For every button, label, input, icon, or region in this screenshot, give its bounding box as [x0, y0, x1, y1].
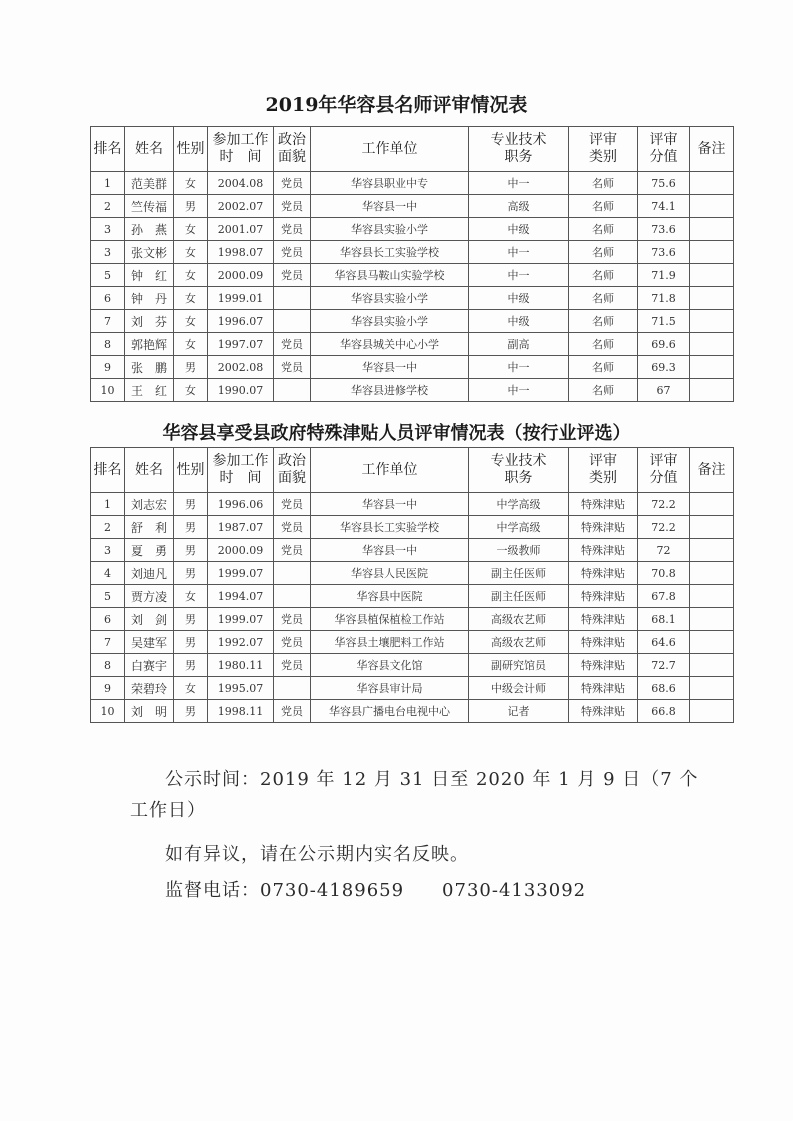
table-cell: 范美群 — [125, 172, 174, 195]
table-row — [91, 218, 734, 241]
table-cell: 男 — [174, 539, 208, 562]
table-cell: 华容县一中 — [311, 539, 469, 562]
table-cell — [690, 654, 734, 677]
table-cell: 党员 — [274, 172, 311, 195]
table-cell: 郭艳辉 — [125, 333, 174, 356]
table-cell: 刘 明 — [125, 700, 174, 723]
table-cell: 67.8 — [638, 585, 690, 608]
table-cell: 10 — [91, 379, 125, 402]
table-cell: 72.7 — [638, 654, 690, 677]
table-row — [91, 241, 734, 264]
column-header: 姓名 — [125, 127, 174, 172]
table-cell: 中级 — [469, 218, 569, 241]
table-cell: 中一 — [469, 356, 569, 379]
column-header: 评审 分值 — [638, 127, 690, 172]
table-cell: 中一 — [469, 264, 569, 287]
column-header: 姓名 — [125, 448, 174, 493]
table-cell: 71.5 — [638, 310, 690, 333]
table-cell: 2 — [91, 195, 125, 218]
table-cell: 1987.07 — [208, 516, 274, 539]
table-cell: 记者 — [469, 700, 569, 723]
table-cell: 党员 — [274, 608, 311, 631]
table-cell: 1990.07 — [208, 379, 274, 402]
table-cell: 名师 — [569, 287, 638, 310]
table-cell: 华容县实验小学 — [311, 287, 469, 310]
table-cell: 1 — [91, 172, 125, 195]
table-cell: 5 — [91, 264, 125, 287]
table-cell — [690, 195, 734, 218]
table-cell: 9 — [91, 677, 125, 700]
table-cell: 1995.07 — [208, 677, 274, 700]
table-cell: 73.6 — [638, 241, 690, 264]
column-header: 备注 — [690, 448, 734, 493]
table-cell: 夏 勇 — [125, 539, 174, 562]
table-cell: 10 — [91, 700, 125, 723]
table-cell — [274, 287, 311, 310]
table-cell: 高级农艺师 — [469, 608, 569, 631]
table-cell — [690, 700, 734, 723]
column-header: 排名 — [91, 127, 125, 172]
column-header: 备注 — [690, 127, 734, 172]
table-cell: 竺传福 — [125, 195, 174, 218]
table-cell: 75.6 — [638, 172, 690, 195]
table-cell: 74.1 — [638, 195, 690, 218]
table-cell: 2000.09 — [208, 539, 274, 562]
table-cell: 名师 — [569, 195, 638, 218]
table-cell: 1992.07 — [208, 631, 274, 654]
table-cell: 华容县进修学校 — [311, 379, 469, 402]
table-cell: 刘志宏 — [125, 493, 174, 516]
table-row — [91, 562, 734, 585]
table-cell: 钟 丹 — [125, 287, 174, 310]
table-cell: 孙 燕 — [125, 218, 174, 241]
table-row — [91, 310, 734, 333]
table-cell: 党员 — [274, 195, 311, 218]
table-cell — [690, 677, 734, 700]
table-cell: 67 — [638, 379, 690, 402]
table-cell: 舒 利 — [125, 516, 174, 539]
table-cell: 女 — [174, 310, 208, 333]
table-cell: 1980.11 — [208, 654, 274, 677]
table-cell: 1 — [91, 493, 125, 516]
table-cell: 特殊津贴 — [569, 631, 638, 654]
table-cell: 1996.07 — [208, 310, 274, 333]
table-cell: 特殊津贴 — [569, 516, 638, 539]
table-cell — [274, 677, 311, 700]
table-cell: 名师 — [569, 218, 638, 241]
table-cell: 女 — [174, 241, 208, 264]
table2 — [90, 447, 734, 723]
table-cell: 3 — [91, 539, 125, 562]
table-cell: 1998.07 — [208, 241, 274, 264]
table-cell — [274, 310, 311, 333]
table-cell: 女 — [174, 218, 208, 241]
table-cell: 6 — [91, 287, 125, 310]
table-cell: 68.6 — [638, 677, 690, 700]
table-cell: 特殊津贴 — [569, 562, 638, 585]
table-row — [91, 195, 734, 218]
table-cell: 华容县人民医院 — [311, 562, 469, 585]
table-cell: 69.6 — [638, 333, 690, 356]
table-cell: 白赛宇 — [125, 654, 174, 677]
table-cell: 1998.11 — [208, 700, 274, 723]
table-cell: 72.2 — [638, 516, 690, 539]
table-cell: 男 — [174, 654, 208, 677]
table-cell: 1994.07 — [208, 585, 274, 608]
column-header: 政治 面貌 — [274, 127, 311, 172]
table-row — [91, 700, 734, 723]
table-cell: 男 — [174, 195, 208, 218]
table-cell: 特殊津贴 — [569, 539, 638, 562]
table-cell — [690, 516, 734, 539]
table-cell — [690, 264, 734, 287]
table-cell: 华容县城关中心小学 — [311, 333, 469, 356]
table-cell — [690, 539, 734, 562]
table-cell: 特殊津贴 — [569, 585, 638, 608]
table-cell: 名师 — [569, 333, 638, 356]
table-cell: 1996.06 — [208, 493, 274, 516]
table-cell: 5 — [91, 585, 125, 608]
table-cell: 一级教师 — [469, 539, 569, 562]
table-cell: 72.2 — [638, 493, 690, 516]
table-cell — [690, 310, 734, 333]
table1 — [90, 126, 734, 402]
table-cell: 66.8 — [638, 700, 690, 723]
table-cell: 特殊津贴 — [569, 700, 638, 723]
table-cell: 华容县长工实验学校 — [311, 241, 469, 264]
table-cell: 党员 — [274, 539, 311, 562]
table-cell: 华容县实验小学 — [311, 310, 469, 333]
table-cell: 张 鹏 — [125, 356, 174, 379]
table-cell: 副主任医师 — [469, 585, 569, 608]
table-cell: 党员 — [274, 333, 311, 356]
column-header: 工作单位 — [311, 448, 469, 493]
table-cell: 女 — [174, 677, 208, 700]
column-header: 专业技术 职务 — [469, 448, 569, 493]
table-cell: 党员 — [274, 631, 311, 654]
table-cell — [274, 379, 311, 402]
table-cell: 华容县一中 — [311, 356, 469, 379]
table-cell: 中级 — [469, 310, 569, 333]
table-cell: 华容县一中 — [311, 195, 469, 218]
table-cell: 特殊津贴 — [569, 493, 638, 516]
header-row — [91, 127, 734, 172]
table-cell — [690, 218, 734, 241]
table-row — [91, 516, 734, 539]
table-cell — [690, 379, 734, 402]
table-cell: 刘 剑 — [125, 608, 174, 631]
table-cell — [690, 172, 734, 195]
column-header: 性别 — [174, 127, 208, 172]
table-cell — [690, 631, 734, 654]
table-cell: 名师 — [569, 356, 638, 379]
table-cell: 特殊津贴 — [569, 654, 638, 677]
table-cell: 中一 — [469, 241, 569, 264]
column-header: 评审 分值 — [638, 448, 690, 493]
table-cell: 党员 — [274, 241, 311, 264]
table-cell — [690, 608, 734, 631]
table-cell: 3 — [91, 218, 125, 241]
table-row — [91, 333, 734, 356]
table-cell: 党员 — [274, 700, 311, 723]
table-cell: 女 — [174, 264, 208, 287]
table-row — [91, 493, 734, 516]
header-row — [91, 448, 734, 493]
table-row — [91, 677, 734, 700]
table-row — [91, 356, 734, 379]
table-cell: 中学高级 — [469, 493, 569, 516]
table-cell: 中一 — [469, 379, 569, 402]
table-cell: 8 — [91, 654, 125, 677]
column-header: 专业技术 职务 — [469, 127, 569, 172]
table-cell: 副主任医师 — [469, 562, 569, 585]
table-cell — [274, 585, 311, 608]
table-cell: 2002.08 — [208, 356, 274, 379]
table-cell: 2001.07 — [208, 218, 274, 241]
table-cell: 荣碧玲 — [125, 677, 174, 700]
table-cell — [274, 562, 311, 585]
column-header: 评审 类别 — [569, 127, 638, 172]
table-cell: 中一 — [469, 172, 569, 195]
table-cell: 钟 红 — [125, 264, 174, 287]
hotline: 监督电话：0730-4189659 0730-4133092 — [165, 880, 587, 901]
table-row — [91, 287, 734, 310]
table-row — [91, 608, 734, 631]
table-cell: 高级农艺师 — [469, 631, 569, 654]
table-cell: 71.9 — [638, 264, 690, 287]
table-row — [91, 172, 734, 195]
table-cell: 男 — [174, 493, 208, 516]
table-cell: 刘 芬 — [125, 310, 174, 333]
table-row — [91, 264, 734, 287]
table-cell: 2000.09 — [208, 264, 274, 287]
table-cell: 张文彬 — [125, 241, 174, 264]
table-cell: 女 — [174, 585, 208, 608]
table-cell: 华容县职业中专 — [311, 172, 469, 195]
table-cell: 名师 — [569, 241, 638, 264]
table-cell: 64.6 — [638, 631, 690, 654]
table-cell: 党员 — [274, 654, 311, 677]
table-cell: 68.1 — [638, 608, 690, 631]
table-cell: 7 — [91, 310, 125, 333]
table-cell: 高级 — [469, 195, 569, 218]
table-cell: 2004.08 — [208, 172, 274, 195]
column-header: 工作单位 — [311, 127, 469, 172]
table-cell: 3 — [91, 241, 125, 264]
table-cell: 女 — [174, 287, 208, 310]
table-cell: 王 红 — [125, 379, 174, 402]
table-cell: 名师 — [569, 379, 638, 402]
table-cell: 党员 — [274, 218, 311, 241]
table-cell: 1999.07 — [208, 608, 274, 631]
table-cell: 6 — [91, 608, 125, 631]
table-row — [91, 539, 734, 562]
table-cell: 72 — [638, 539, 690, 562]
notice-period-cont: 工作日） — [130, 800, 206, 821]
table-cell: 华容县土壤肥料工作站 — [311, 631, 469, 654]
table-cell: 8 — [91, 333, 125, 356]
table-cell: 华容县实验小学 — [311, 218, 469, 241]
table-cell: 69.3 — [638, 356, 690, 379]
table-cell — [690, 493, 734, 516]
table2-title: 华容县享受县政府特殊津贴人员评审情况表（按行业评选） — [162, 423, 631, 444]
column-header: 参加工作 时 间 — [208, 448, 274, 493]
table-cell: 女 — [174, 379, 208, 402]
column-header: 参加工作 时 间 — [208, 127, 274, 172]
table-cell: 副高 — [469, 333, 569, 356]
table-cell: 71.8 — [638, 287, 690, 310]
table-cell: 2002.07 — [208, 195, 274, 218]
table-cell: 男 — [174, 516, 208, 539]
table-cell: 副研究馆员 — [469, 654, 569, 677]
table-row — [91, 631, 734, 654]
table-cell: 4 — [91, 562, 125, 585]
notice-period: 公示时间：2019 年 12 月 31 日至 2020 年 1 月 9 日（7 个 — [165, 769, 699, 790]
table-cell: 华容县广播电台电视中心 — [311, 700, 469, 723]
table-cell — [690, 585, 734, 608]
table-cell: 特殊津贴 — [569, 677, 638, 700]
column-header: 性别 — [174, 448, 208, 493]
table-cell: 名师 — [569, 310, 638, 333]
table-cell: 9 — [91, 356, 125, 379]
table-cell: 男 — [174, 562, 208, 585]
table-cell: 7 — [91, 631, 125, 654]
table-cell: 华容县植保植检工作站 — [311, 608, 469, 631]
column-header: 政治 面貌 — [274, 448, 311, 493]
table-cell: 吴建军 — [125, 631, 174, 654]
table-cell: 中学高级 — [469, 516, 569, 539]
table-cell: 男 — [174, 356, 208, 379]
table-cell: 党员 — [274, 264, 311, 287]
table-cell — [690, 356, 734, 379]
table-cell: 华容县中医院 — [311, 585, 469, 608]
table-cell: 党员 — [274, 493, 311, 516]
table-cell: 73.6 — [638, 218, 690, 241]
table-cell: 男 — [174, 608, 208, 631]
table-cell: 华容县一中 — [311, 493, 469, 516]
table-cell: 党员 — [274, 516, 311, 539]
table-cell: 女 — [174, 172, 208, 195]
table-cell: 名师 — [569, 264, 638, 287]
table-cell: 刘迪凡 — [125, 562, 174, 585]
table1-title: 2019年华容县名师评审情况表 — [265, 94, 528, 116]
table-cell — [690, 287, 734, 310]
table-cell: 华容县长工实验学校 — [311, 516, 469, 539]
table-row — [91, 654, 734, 677]
table-cell: 1999.01 — [208, 287, 274, 310]
table-row — [91, 379, 734, 402]
table-cell: 中级 — [469, 287, 569, 310]
table-cell: 贾方凌 — [125, 585, 174, 608]
table-cell: 特殊津贴 — [569, 608, 638, 631]
table-cell: 男 — [174, 631, 208, 654]
table-cell: 华容县文化馆 — [311, 654, 469, 677]
table-row — [91, 585, 734, 608]
table-cell: 名师 — [569, 172, 638, 195]
table-cell: 1999.07 — [208, 562, 274, 585]
column-header: 排名 — [91, 448, 125, 493]
table-cell: 男 — [174, 700, 208, 723]
table-cell: 华容县马鞍山实验学校 — [311, 264, 469, 287]
table-cell: 党员 — [274, 356, 311, 379]
table-cell: 1997.07 — [208, 333, 274, 356]
table-cell: 华容县审计局 — [311, 677, 469, 700]
column-header: 评审 类别 — [569, 448, 638, 493]
table-cell — [690, 562, 734, 585]
table-cell: 女 — [174, 333, 208, 356]
table-cell — [690, 241, 734, 264]
table-cell: 2 — [91, 516, 125, 539]
table-cell — [690, 333, 734, 356]
table-cell: 中级会计师 — [469, 677, 569, 700]
objection-note: 如有异议，请在公示期内实名反映。 — [165, 844, 469, 865]
table-cell: 70.8 — [638, 562, 690, 585]
